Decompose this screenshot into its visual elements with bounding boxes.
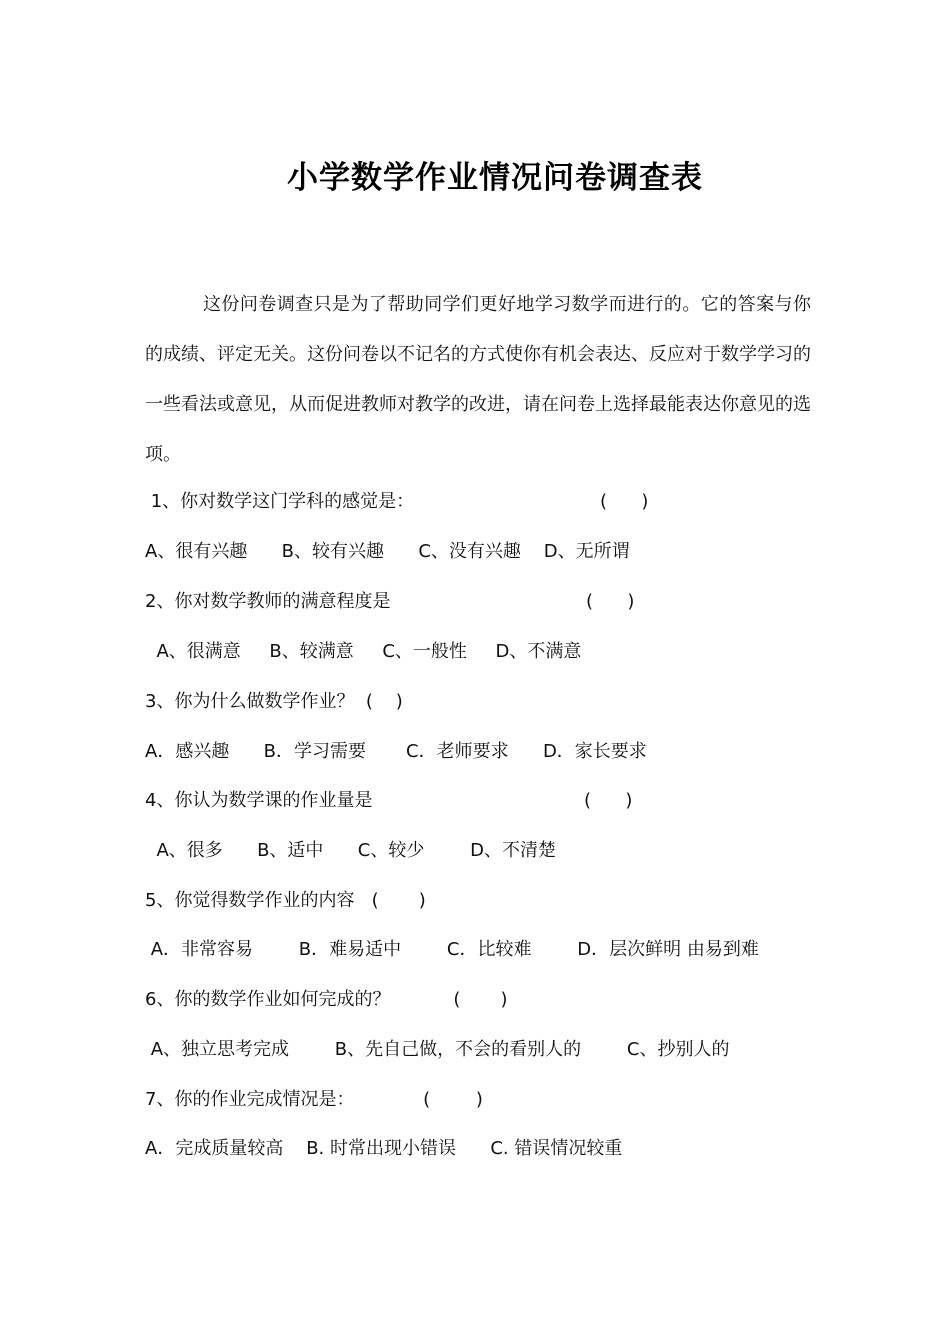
question-1: 1、你对数学这门学科的感觉是： [145,491,415,512]
question-5: 5、你觉得数学作业的内容 ( ) [145,890,426,911]
question-6-options: A、独立思考完成 B、先自己做，不会的看别人的 C、抄别人的 [145,1039,730,1060]
question-1-options: A、很有兴趣 B、较有兴趣 C、没有兴趣 D、无所谓 [145,541,630,562]
intro-paragraph: 这份问卷调查只是为了帮助同学们更好地学习数学而进行的。它的答案与你的成绩、评定无关。这份问卷以不记名的方式使你有机会表达、反应对于数学学习的一些看法或意见，从而促进教师对教学的改进，请在问卷上选择最能表达你意见的选项。 [145,294,811,465]
question-3: 3、你为什么做数学作业？ ( ) [145,691,403,712]
document-title: 小学数学作业情况问卷调查表 [287,160,703,196]
question-1-answer-blank: ( ) [600,491,649,512]
question-4-options: A、很多 B、适中 C、较少 D、不清楚 [145,840,556,861]
question-2-answer-blank: ( ) [586,591,635,612]
question-3-options: A．感兴趣 B．学习需要 C．老师要求 D．家长要求 [145,741,647,762]
question-4: 4、你认为数学课的作业量是 [145,790,373,811]
question-2: 2、你对数学教师的满意程度是 [145,591,391,612]
question-4-answer-blank: ( ) [584,790,633,811]
question-7-options: A．完成质量较高 B. 时常出现小错误 C. 错误情况较重 [145,1138,623,1159]
question-6: 6、你的数学作业如何完成的？ ( ) [145,989,508,1010]
question-2-options: A、很满意 B、较满意 C、一般性 D、不满意 [145,641,582,662]
question-7: 7、你的作业完成情况是： ( ) [145,1089,483,1110]
question-5-options: A．非常容易 B．难易适中 C．比较难 D．层次鲜明 由易到难 [145,939,759,960]
